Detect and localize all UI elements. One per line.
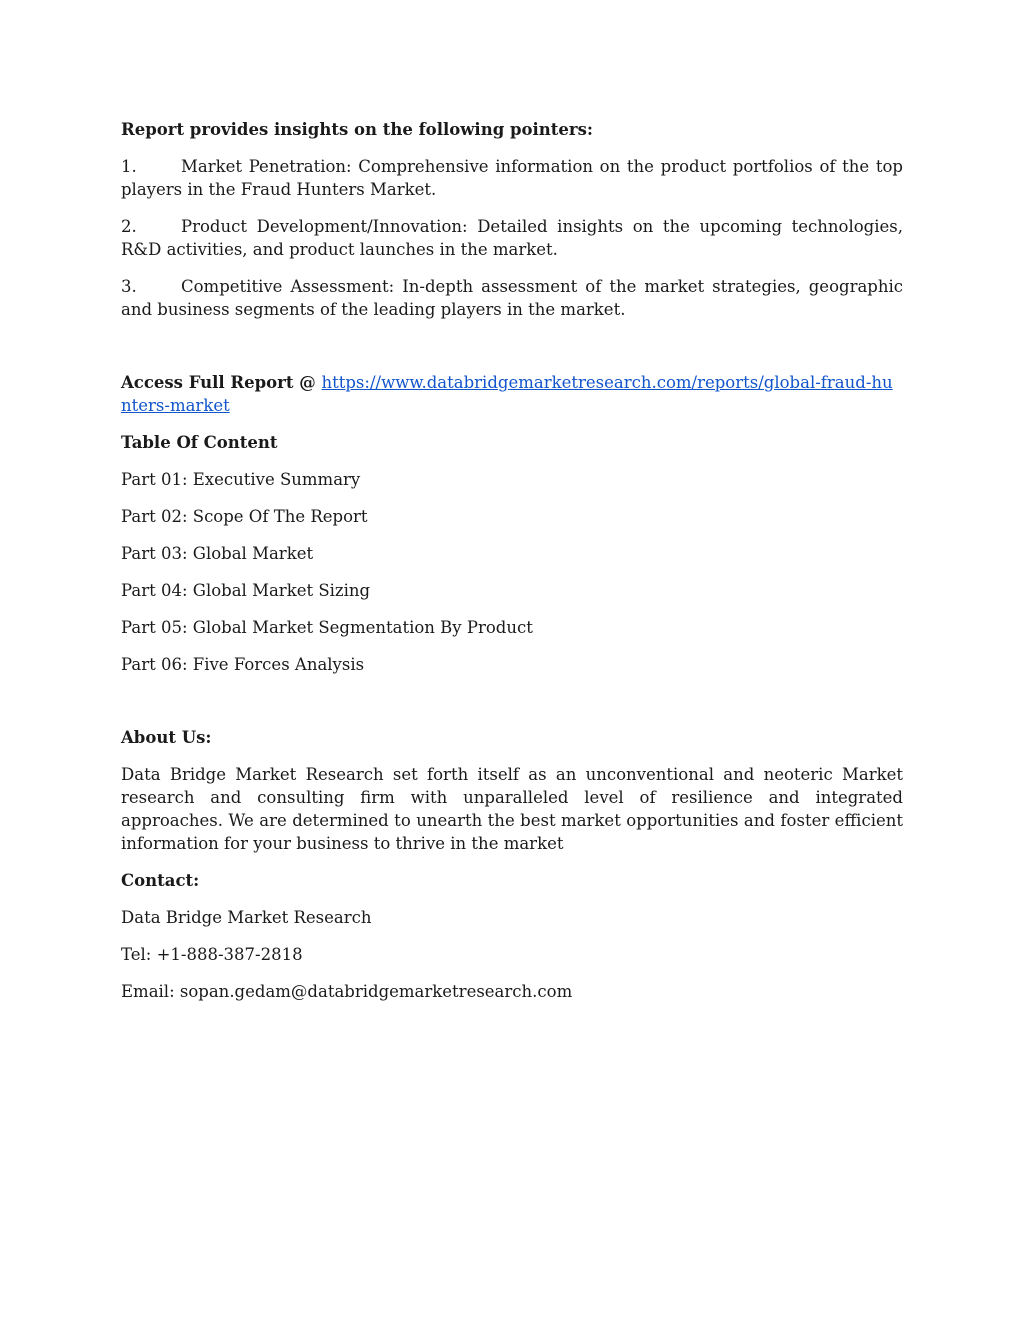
- access-label: Access Full Report @: [121, 373, 322, 392]
- pointer-text: Market Penetration: Comprehensive information on the product portfolios of the top players in the Fraud Hunters Market.: [121, 157, 903, 199]
- pointer-item-1: [121, 155, 903, 201]
- pointer-text: Competitive Assessment: In-depth assessment of the market strategies, geographic and business segments of the leading players in the market.: [121, 277, 903, 319]
- about-body: Data Bridge Market Research set forth itself as an unconventional and neoteric Market research and consulting firm with unparalleled level of resilience and integrated approaches. We are determined to unearth the best market opportunities and foster efficient information for your business to thrive in the market: [121, 765, 903, 853]
- pointer-text: Product Development/Innovation: Detailed insights on the upcoming technologies, R&D activities, and product launches in the market.: [121, 217, 903, 259]
- section-spacer: [121, 690, 903, 726]
- document-page: [121, 118, 903, 1017]
- toc-item: Part 03: Global Market: [121, 544, 314, 563]
- contact-email: Email: sopan.gedam@databridgemarketresearch.com: [121, 982, 573, 1001]
- toc-item: Part 04: Global Market Sizing: [121, 581, 371, 600]
- contact-company: Data Bridge Market Research: [121, 908, 372, 927]
- toc-heading: Table Of Content: [121, 433, 278, 452]
- about-heading: About Us:: [121, 728, 212, 747]
- pointer-number: 2.: [121, 217, 137, 236]
- contact-tel: Tel: +1-888-387-2818: [121, 945, 303, 964]
- report-link[interactable]: https://www.databridgemarketresearch.com/reports/global-fraud-hunters-market: [121, 373, 893, 415]
- pointer-item-2: [121, 215, 903, 261]
- toc-item: Part 01: Executive Summary: [121, 470, 361, 489]
- pointer-item-3: [121, 275, 903, 321]
- toc-item: Part 06: Five Forces Analysis: [121, 655, 365, 674]
- pointer-number: 3.: [121, 277, 137, 296]
- access-full-report: [121, 371, 903, 417]
- pointer-number: 1.: [121, 157, 137, 176]
- pointers-heading: Report provides insights on the following pointers:: [121, 120, 593, 139]
- toc-item: Part 05: Global Market Segmentation By Product: [121, 618, 533, 637]
- toc-item: Part 02: Scope Of The Report: [121, 507, 368, 526]
- contact-heading: Contact:: [121, 871, 200, 890]
- section-spacer: [121, 335, 903, 371]
